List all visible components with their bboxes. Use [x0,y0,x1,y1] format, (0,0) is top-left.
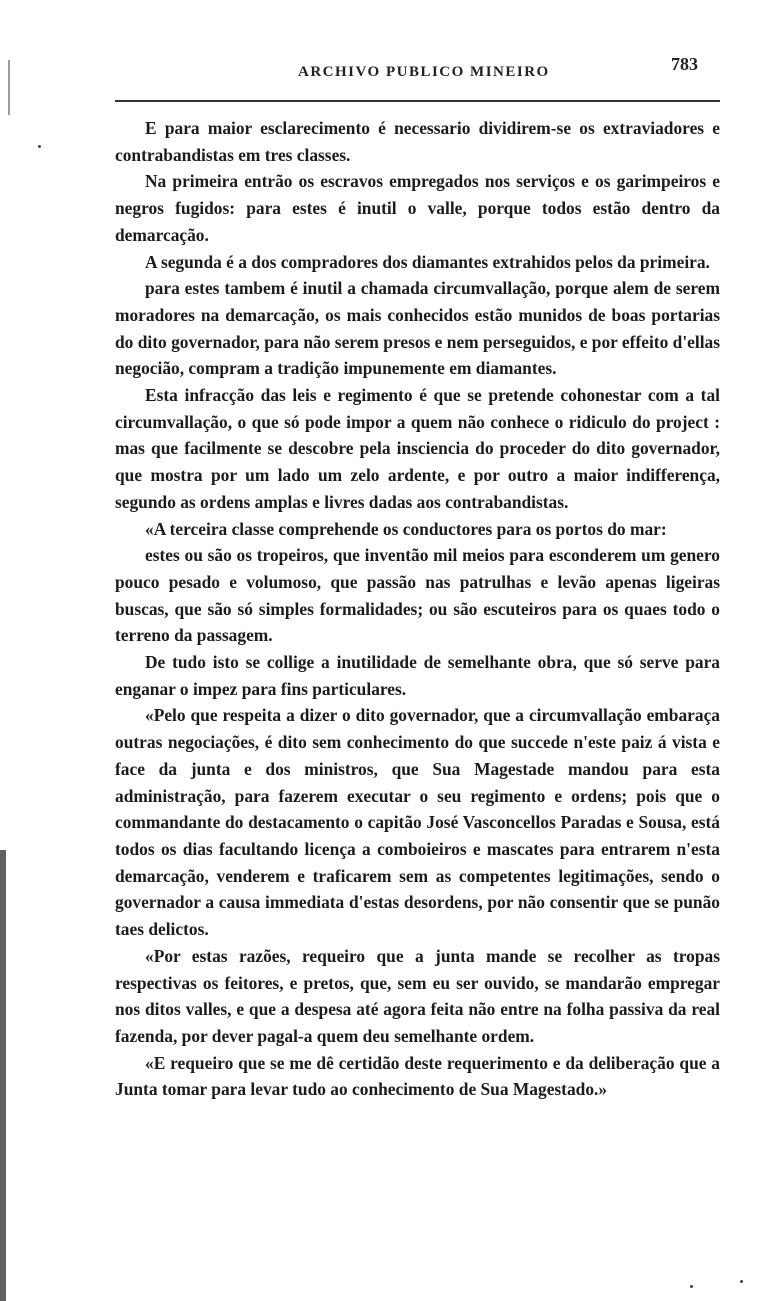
paragraph: Na primeira entrão os escravos empregados nos serviços e os garimpeiros e negros fugidos: para estes é inutil o valle, porque todos estão dentro da demarcação. [115,171,720,245]
paragraph: «E requeiro que se me dê certidão deste requerimento e da deliberação que a Junta tomar para levar tudo ao conhecimento de Sua Magestado.» [115,1052,720,1100]
scan-speck [690,1285,693,1288]
scan-speck [740,1280,743,1283]
running-title: ARCHIVO PUBLICO MINEIRO [298,64,550,80]
paragraph: De tudo isto se collige a inutilidade de semelhante obra, que só serve para enganar o impez para fins particulares. [115,652,720,699]
paragraph: A segunda é a dos compradores dos diamantes extrahidos pelos da primeira. [145,251,710,272]
paragraph: «Por estas razões, requeiro que a junta mande se recolher as tropas respectivas os feitores, e pretos, que, sem eu ser ouvido, se mandarão empregar nos ditos valles, e que a despesa até agora feita não entre na folha passiva da real fazenda, por dever pagal-a quem deu semelhante ordem. [115,945,720,1046]
page-body [115,115,720,1103]
paragraph: Esta infracção das leis e regimento é que se pretende cohonestar com a tal circumvallação, o que só pode impor a quem não conhece o ridiculo do project : mas que facilmente se descobre pela insciencia do proceder do dito governador, que mostra por um lado um zelo ardente, e por outro a maior indifferença, segundo as ordens amplas e livres dadas aos contrabandistas. [115,385,720,512]
header-rule [115,100,720,102]
paragraph: «Pelo que respeita a dizer o dito governador, que a circumvallação embaraça outras negociações, é dito sem conhecimento do que succede n'este paiz á vista e face da junta e dos ministros, que Sua Magestade mandou para esta administração, para fazerem executar o seu regimento e ordens; pois que o commandante do destacamento o capitão José Vasconcellos Paradas e Sousa, está todos os dias facultando licença a comboieiros e mascates para entrarem n'esta demarcação, venderem e traficarem sem as competentes legitimações, sendo o governador a causa immediata d'estas desordens, por não consentir que se punão taes delictos. [115,705,720,940]
paragraph: estes ou são os tropeiros, que inventão mil meios para esconderem um genero pouco pesado e volumoso, que passão nas patrulhas e levão apenas ligeiras buscas, que são só simples formalidades; ou são escuteiros para os quaes todo o terreno da passagem. [115,545,720,646]
scan-edge-artifact [0,850,6,1301]
paragraph: «A terceira classe comprehende os conductores para os portos do mar: [145,518,667,539]
page-header [115,52,720,92]
scan-edge-artifact [8,60,10,115]
paragraph: E para maior esclarecimento é necessario dividirem-se os extraviadores e contrabandistas em tres classes. [115,118,720,165]
page-number: 783 [671,54,698,74]
scan-speck [38,145,41,148]
paragraph: para estes tambem é inutil a chamada circumvallação, porque alem de serem moradores na demarcação, os mais conhecidos estão munidos de boas portarias do dito governador, para não serem presos e nem perseguidos, e por effeito d'ellas negocião, compram a tradição impunemente em diamantes. [115,278,720,379]
